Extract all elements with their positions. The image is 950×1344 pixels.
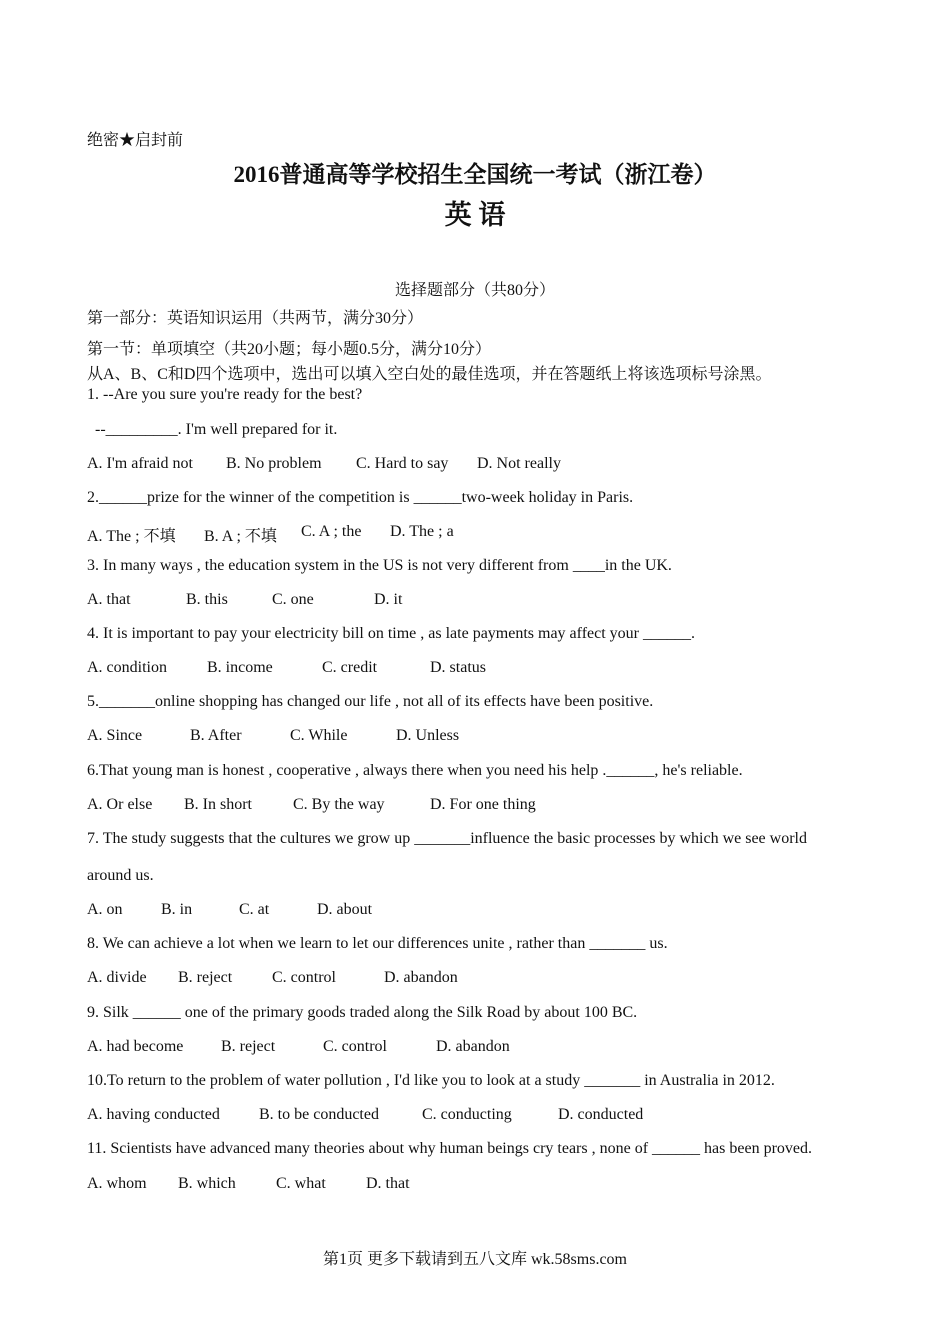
option-b: B. income — [207, 659, 273, 676]
question-stem: 7. The study suggests that the cultures we grow up _______influence the basic processes by which we see world — [87, 830, 807, 847]
option-d: D. abandon — [436, 1038, 510, 1055]
subject-title: 英 语 — [444, 200, 506, 230]
question-stem: 5._______online shopping has changed our life , not all of its effects have been positive. — [87, 693, 654, 710]
option-d: D. about — [317, 901, 373, 918]
option-b: B. to be conducted — [259, 1106, 379, 1123]
question-stem: 1. --Are you sure you're ready for the best? — [87, 386, 363, 403]
question-stem-2: around us. — [87, 867, 154, 884]
question-stem: 9. Silk ______ one of the primary goods traded along the Silk Road by about 100 BC. — [87, 1004, 638, 1021]
instructions: 从A、B、C和D四个选项中，选出可以填入空白处的最佳选项，并在答题纸上将该选项标号涂黑。 — [87, 366, 772, 383]
question-stem: 10.To return to the problem of water pollution , I'd like you to look at a study _______ in Australia in 2012. — [87, 1072, 775, 1089]
option-d: D. For one thing — [430, 796, 536, 813]
question-stem-2: --_________. I'm well prepared for it. — [87, 421, 338, 438]
option-b: B. reject — [178, 969, 233, 986]
option-b: B. No problem — [226, 455, 322, 472]
part1-heading: 第一部分：英语知识运用（共两节，满分30分） — [87, 310, 424, 327]
section1-heading: 第一节：单项填空（共20小题；每小题0.5分，满分10分） — [87, 341, 492, 358]
option-b: B. this — [186, 591, 228, 608]
option-a: A. whom — [87, 1175, 147, 1192]
question-stem: 11. Scientists have advanced many theories about why human beings cry tears , none of ______ has been proved. — [87, 1140, 812, 1157]
option-d: D. The ; a — [390, 523, 454, 540]
question-stem: 8. We can achieve a lot when we learn to let our differences unite , rather than _______ us. — [87, 935, 668, 952]
option-a: A. having conducted — [87, 1106, 220, 1123]
part-heading: 选择题部分（共80分） — [394, 282, 555, 299]
option-d: D. Not really — [477, 455, 561, 472]
option-b: B. in — [161, 901, 193, 918]
option-c: C. A ; the — [301, 523, 362, 540]
option-d: D. conducted — [558, 1106, 644, 1123]
option-a: A. divide — [87, 969, 147, 986]
option-c: C. credit — [322, 659, 378, 676]
option-c: C. at — [239, 901, 270, 918]
option-c: C. While — [290, 727, 348, 744]
option-c: C. what — [276, 1175, 326, 1192]
option-d: D. Unless — [396, 727, 460, 744]
option-c: C. Hard to say — [356, 455, 449, 472]
page-footer: 第1页 更多下载请到五八文库 wk.58sms.com — [322, 1251, 627, 1268]
question-stem: 3. In many ways , the education system in the US is not very different from ____in the UK. — [87, 557, 672, 574]
option-a: A. The ; 不填 — [87, 528, 176, 545]
option-b: B. In short — [184, 796, 252, 813]
exam-title: 2016普通高等学校招生全国统一考试（浙江卷） — [233, 162, 717, 187]
option-a: A. condition — [87, 659, 167, 676]
question-stem: 4. It is important to pay your electricity bill on time , as late payments may affect your ______. — [87, 625, 695, 642]
question-stem: 2.______prize for the winner of the competition is ______two-week holiday in Paris. — [87, 489, 634, 506]
option-a: A. Since — [87, 727, 143, 744]
option-c: C. control — [272, 969, 336, 986]
option-d: D. status — [430, 659, 486, 676]
question-stem: 6.That young man is honest , cooperative , always there when you need his help .______, he's reliable. — [87, 762, 743, 779]
option-a: A. Or else — [87, 796, 153, 813]
option-b: B. reject — [221, 1038, 276, 1055]
option-d: D. it — [374, 591, 403, 608]
option-c: C. one — [272, 591, 314, 608]
option-b: B. A ; 不填 — [204, 528, 277, 545]
option-a: A. that — [87, 591, 131, 608]
option-c: C. By the way — [293, 796, 385, 813]
option-a: A. I'm afraid not — [87, 455, 193, 472]
option-a: A. on — [87, 901, 123, 918]
option-d: D. that — [366, 1175, 410, 1192]
option-d: D. abandon — [384, 969, 458, 986]
option-b: B. After — [190, 727, 242, 744]
option-b: B. which — [178, 1175, 236, 1192]
secret-label: 绝密★启封前 — [87, 132, 184, 149]
option-a: A. had become — [87, 1038, 184, 1055]
option-c: C. control — [323, 1038, 387, 1055]
option-c: C. conducting — [422, 1106, 512, 1123]
